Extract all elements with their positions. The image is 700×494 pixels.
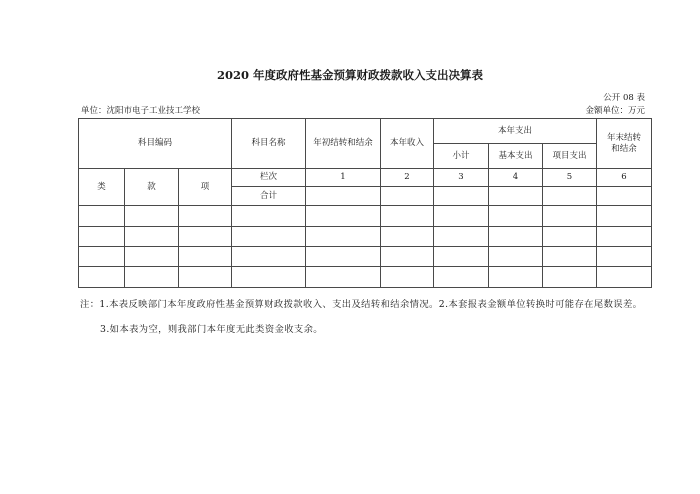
table-row bbox=[79, 247, 652, 267]
table-cell bbox=[232, 227, 306, 247]
table-cell bbox=[179, 206, 232, 227]
table-cell bbox=[434, 227, 489, 247]
table-cell bbox=[489, 206, 543, 227]
column-index-label: 栏次 bbox=[232, 169, 306, 187]
table-cell bbox=[381, 247, 434, 267]
table-cell bbox=[306, 227, 381, 247]
table-cell bbox=[543, 187, 597, 206]
table-cell bbox=[306, 267, 381, 288]
table-cell bbox=[597, 206, 652, 227]
table-cell bbox=[232, 206, 306, 227]
table-cell bbox=[543, 227, 597, 247]
table-cell bbox=[179, 247, 232, 267]
header-closing-balance-line2: 和结余 bbox=[611, 143, 637, 154]
table-cell bbox=[179, 227, 232, 247]
table-row bbox=[79, 206, 652, 227]
column-number-1: 1 bbox=[306, 169, 381, 187]
table-cell bbox=[125, 267, 179, 288]
note-line-2: 3.如本表为空，则我部门本年度无此类资金收支余。 bbox=[100, 324, 324, 335]
table-cell bbox=[434, 247, 489, 267]
table-cell bbox=[489, 227, 543, 247]
table-cell bbox=[434, 187, 489, 206]
table-cell bbox=[489, 267, 543, 288]
table-cell bbox=[597, 247, 652, 267]
table-cell bbox=[79, 267, 125, 288]
table-cell bbox=[489, 247, 543, 267]
note-line-1: 注：1.本表反映部门本年度政府性基金预算财政拨款收入、支出及结转和结余情况。2.本套报表金额单位转换时可能存在尾数误差。 bbox=[80, 299, 643, 310]
table-cell bbox=[434, 206, 489, 227]
budget-table bbox=[78, 118, 652, 288]
table-cell bbox=[543, 267, 597, 288]
table-cell bbox=[597, 187, 652, 206]
table-cell bbox=[232, 267, 306, 288]
column-number-6: 6 bbox=[597, 169, 652, 187]
header-subject-code: 科目编码 bbox=[79, 119, 232, 169]
header-current-income: 本年收入 bbox=[381, 119, 434, 169]
table-cell bbox=[79, 247, 125, 267]
table-cell bbox=[306, 187, 381, 206]
column-number-3: 3 bbox=[434, 169, 489, 187]
header-row-1 bbox=[79, 119, 652, 144]
table-cell bbox=[125, 206, 179, 227]
table-cell bbox=[125, 227, 179, 247]
table-cell bbox=[79, 227, 125, 247]
table-cell bbox=[306, 247, 381, 267]
table-cell bbox=[381, 267, 434, 288]
column-number-5: 5 bbox=[543, 169, 597, 187]
reporting-unit: 单位：沈阳市电子工业技工学校 bbox=[81, 106, 201, 116]
table-cell bbox=[179, 267, 232, 288]
table-cell bbox=[381, 227, 434, 247]
total-label: 合计 bbox=[232, 187, 306, 206]
table-row bbox=[79, 227, 652, 247]
header-closing-balance bbox=[597, 119, 652, 169]
header-opening-balance: 年初结转和结余 bbox=[306, 119, 381, 169]
code-part-class: 类 bbox=[79, 169, 125, 206]
table-cell bbox=[125, 247, 179, 267]
header-current-expense: 本年支出 bbox=[434, 119, 597, 144]
table-cell bbox=[79, 206, 125, 227]
table-cell bbox=[381, 206, 434, 227]
code-part-item: 项 bbox=[179, 169, 232, 206]
header-basic-expense: 基本支出 bbox=[489, 144, 543, 169]
column-number-2: 2 bbox=[381, 169, 434, 187]
header-subject-name: 科目名称 bbox=[232, 119, 306, 169]
table-row bbox=[79, 267, 652, 288]
table-cell bbox=[597, 227, 652, 247]
code-part-section: 款 bbox=[125, 169, 179, 206]
header-project-expense: 项目支出 bbox=[543, 144, 597, 169]
column-number-4: 4 bbox=[489, 169, 543, 187]
document-title: 2020 年度政府性基金预算财政拨款收入支出决算表 bbox=[216, 68, 483, 82]
table-cell bbox=[232, 247, 306, 267]
table-cell bbox=[306, 206, 381, 227]
table-cell bbox=[489, 187, 543, 206]
amount-unit: 金额单位：万元 bbox=[585, 106, 645, 116]
table-cell bbox=[597, 267, 652, 288]
table-cell bbox=[434, 267, 489, 288]
form-code: 公开 08 表 bbox=[603, 93, 645, 103]
table-cell bbox=[543, 247, 597, 267]
table-cell bbox=[543, 206, 597, 227]
header-subtotal: 小计 bbox=[434, 144, 489, 169]
column-index-row bbox=[79, 169, 652, 187]
header-closing-balance-line1: 年末结转 bbox=[606, 132, 641, 143]
table-cell bbox=[381, 187, 434, 206]
